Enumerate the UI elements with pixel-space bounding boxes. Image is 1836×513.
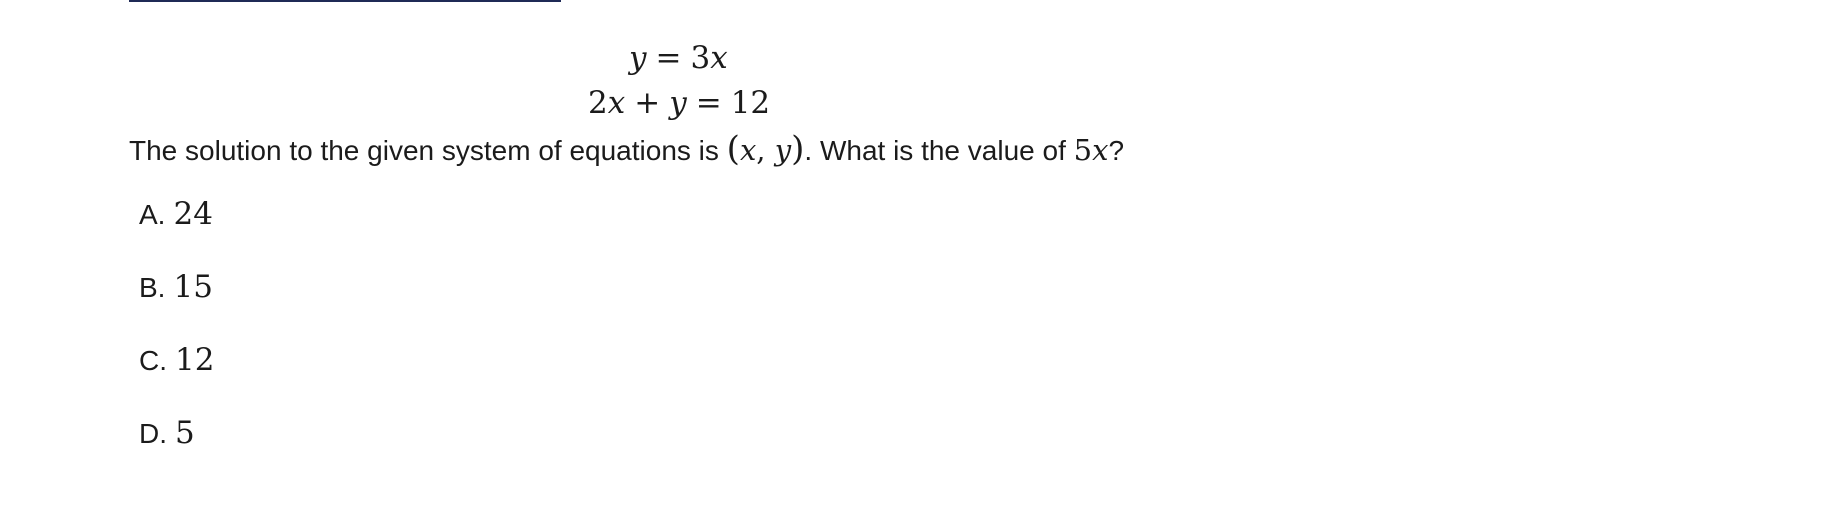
answer-choice-a[interactable] bbox=[139, 196, 213, 232]
choice-value: 12 bbox=[175, 342, 215, 378]
choice-value: 15 bbox=[173, 269, 213, 305]
answer-choice-d[interactable] bbox=[139, 415, 195, 451]
pair-open-paren: ( bbox=[726, 129, 740, 169]
top-divider bbox=[129, 0, 561, 2]
equation-2 bbox=[588, 85, 770, 121]
eq2-rhs: 12 bbox=[730, 85, 771, 121]
answer-choice-b[interactable] bbox=[139, 269, 213, 305]
eq1-equals: = bbox=[655, 40, 682, 76]
choice-letter: D. bbox=[139, 418, 167, 449]
choice-letter: A. bbox=[139, 199, 166, 230]
equation-1 bbox=[629, 40, 728, 76]
choice-value: 24 bbox=[173, 196, 213, 232]
eq2-plus: + bbox=[634, 85, 661, 121]
pair-comma: , bbox=[756, 133, 766, 167]
solution-pair bbox=[726, 129, 805, 169]
target-expression bbox=[1074, 133, 1109, 167]
eq2-term1-var: x bbox=[607, 85, 626, 121]
question-text-before: The solution to the given system of equations is bbox=[129, 135, 727, 166]
eq2-equals: = bbox=[695, 85, 722, 121]
answer-choice-c[interactable] bbox=[139, 342, 214, 378]
eq2-term1-coef: 2 bbox=[588, 85, 608, 121]
pair-y: y bbox=[774, 133, 792, 167]
eq2-term2-var: y bbox=[669, 85, 687, 121]
choice-letter: B. bbox=[139, 272, 166, 303]
eq1-rhs-var: x bbox=[710, 40, 728, 76]
eq1-rhs-coef: 3 bbox=[690, 40, 711, 76]
eq1-lhs: y bbox=[629, 40, 647, 76]
choice-letter: C. bbox=[139, 345, 167, 376]
expr-var: x bbox=[1092, 133, 1109, 167]
pair-x: x bbox=[739, 133, 757, 167]
choice-value: 5 bbox=[175, 415, 195, 451]
expr-coef: 5 bbox=[1073, 133, 1093, 167]
question-stem bbox=[129, 129, 1124, 171]
question-text-middle: . What is the value of bbox=[804, 135, 1074, 166]
question-text-after: ? bbox=[1108, 135, 1125, 166]
pair-close-paren: ) bbox=[791, 129, 805, 169]
